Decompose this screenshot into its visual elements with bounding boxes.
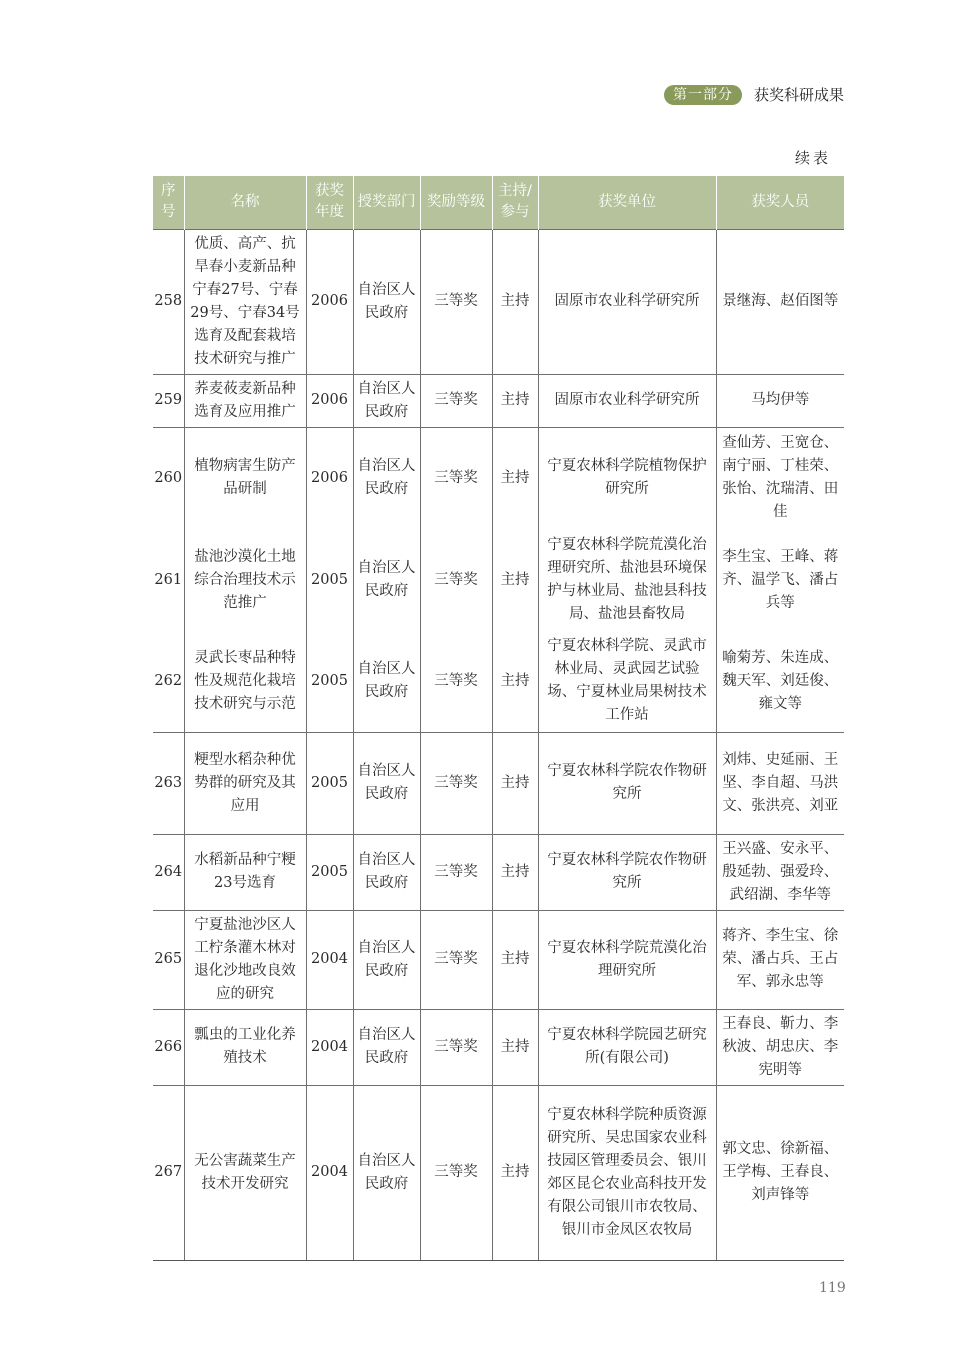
row-unit: 宁夏农林科学院荒漠化治理研究所、盐池县环境保护与林业局、盐池县科技局、盐池县畜牧局 — [538, 529, 716, 631]
row-role: 主持 — [492, 229, 538, 374]
col-header-people: 获奖人员 — [716, 176, 844, 229]
row-name: 植物病害生防产品研制 — [184, 427, 306, 529]
row-role: 主持 — [492, 1085, 538, 1260]
row-unit: 宁夏农林科学院荒漠化治理研究所 — [538, 910, 716, 1009]
row-level: 三等奖 — [420, 1009, 492, 1085]
row-role: 主持 — [492, 374, 538, 427]
row-unit: 固原市农业科学研究所 — [538, 229, 716, 374]
row-people: 马均伊等 — [716, 374, 844, 427]
table-header-row — [153, 176, 844, 229]
row-level: 三等奖 — [420, 229, 492, 374]
row-role: 主持 — [492, 529, 538, 631]
row-seq: 266 — [153, 1009, 184, 1085]
row-seq: 267 — [153, 1085, 184, 1260]
table-row — [153, 229, 844, 374]
row-name: 优质、高产、抗旱春小麦新品种宁春27号、宁春29号、宁春34号选育及配套栽培技术研究与推广 — [184, 229, 306, 374]
row-unit: 宁夏农林科学院、灵武市林业局、灵武园艺试验场、宁夏林业局果树技术工作站 — [538, 631, 716, 732]
row-seq: 264 — [153, 834, 184, 910]
row-role: 主持 — [492, 732, 538, 834]
awards-table — [153, 176, 844, 1261]
row-level: 三等奖 — [420, 631, 492, 732]
row-people: 蒋齐、李生宝、徐荣、潘占兵、王占军、郭永忠等 — [716, 910, 844, 1009]
row-name: 灵武长枣品种特性及规范化栽培技术研究与示范 — [184, 631, 306, 732]
row-name: 瓢虫的工业化养殖技术 — [184, 1009, 306, 1085]
row-seq: 258 — [153, 229, 184, 374]
row-year: 2005 — [306, 834, 353, 910]
row-level: 三等奖 — [420, 529, 492, 631]
row-name: 宁夏盐池沙区人工柠条灌木林对退化沙地改良效应的研究 — [184, 910, 306, 1009]
row-seq: 260 — [153, 427, 184, 529]
row-unit: 宁夏农林科学院植物保护研究所 — [538, 427, 716, 529]
row-dept: 自治区人民政府 — [353, 427, 420, 529]
row-dept: 自治区人民政府 — [353, 229, 420, 374]
row-people: 喻菊芳、朱连成、魏天军、刘廷俊、雍文等 — [716, 631, 844, 732]
row-dept: 自治区人民政府 — [353, 631, 420, 732]
page-header — [664, 84, 844, 105]
table-row — [153, 1009, 844, 1085]
table-row — [153, 374, 844, 427]
row-name: 水稻新品种宁粳23号选育 — [184, 834, 306, 910]
row-year: 2006 — [306, 374, 353, 427]
row-name: 荞麦莜麦新品种选育及应用推广 — [184, 374, 306, 427]
row-level: 三等奖 — [420, 1085, 492, 1260]
col-header-name: 名称 — [184, 176, 306, 229]
col-header-level: 奖励等级 — [420, 176, 492, 229]
row-name: 无公害蔬菜生产技术开发研究 — [184, 1085, 306, 1260]
row-role: 主持 — [492, 631, 538, 732]
table-row — [153, 631, 844, 732]
row-people: 刘炜、史延丽、王坚、李自超、马洪文、张洪亮、刘亚 — [716, 732, 844, 834]
table-row — [153, 910, 844, 1009]
row-dept: 自治区人民政府 — [353, 374, 420, 427]
table-row — [153, 1085, 844, 1260]
row-people: 王兴盛、安永平、殷延勃、强爱玲、武绍湖、李华等 — [716, 834, 844, 910]
row-level: 三等奖 — [420, 834, 492, 910]
row-people: 王春良、靳力、李秋波、胡忠庆、李宪明等 — [716, 1009, 844, 1085]
row-role: 主持 — [492, 910, 538, 1009]
row-dept: 自治区人民政府 — [353, 732, 420, 834]
row-level: 三等奖 — [420, 732, 492, 834]
row-people: 景继海、赵佰图等 — [716, 229, 844, 374]
part-label: 第一部分 — [664, 85, 742, 105]
row-people: 李生宝、王峰、蒋齐、温学飞、潘占兵等 — [722, 548, 839, 611]
row-year: 2004 — [306, 1085, 353, 1260]
row-name: 盐池沙漠化土地综合治理技术示范推广 — [184, 529, 306, 631]
row-role: 主持 — [492, 834, 538, 910]
col-header-role: 主持/参与 — [492, 176, 538, 229]
row-year: 2006 — [306, 427, 353, 529]
table-row — [153, 427, 844, 529]
row-year: 2005 — [306, 631, 353, 732]
continued-label: 续表 — [795, 149, 832, 167]
row-seq: 263 — [153, 732, 184, 834]
col-header-seq: 序号 — [153, 176, 184, 229]
row-seq: 262 — [153, 631, 184, 732]
row-unit: 宁夏农林科学院农作物研究所 — [538, 732, 716, 834]
row-seq: 261 — [153, 529, 184, 631]
row-dept: 自治区人民政府 — [353, 910, 420, 1009]
row-year: 2005 — [306, 732, 353, 834]
row-seq: 265 — [153, 910, 184, 1009]
row-dept: 自治区人民政府 — [353, 1085, 420, 1260]
row-dept: 自治区人民政府 — [353, 1009, 420, 1085]
row-unit: 宁夏农林科学院种质资源研究所、吴忠国家农业科技园区管理委员会、银川郊区昆仑农业高科技开发有限公司银川市农牧局、银川市金凤区农牧局 — [538, 1085, 716, 1260]
row-year: 2005 — [306, 529, 353, 631]
row-dept: 自治区人民政府 — [353, 834, 420, 910]
table-row — [153, 732, 844, 834]
row-level: 三等奖 — [420, 374, 492, 427]
row-year: 2006 — [306, 229, 353, 374]
row-year: 2004 — [306, 1009, 353, 1085]
col-header-unit: 获奖单位 — [538, 176, 716, 229]
row-role: 主持 — [492, 1009, 538, 1085]
row-people: 郭文忠、徐新福、王学梅、王春良、刘声锋等 — [716, 1085, 844, 1260]
col-header-year: 获奖年度 — [306, 176, 353, 229]
col-header-dept: 授奖部门 — [353, 176, 420, 229]
row-seq: 259 — [153, 374, 184, 427]
row-unit: 固原市农业科学研究所 — [538, 374, 716, 427]
row-unit: 宁夏农林科学院农作物研究所 — [538, 834, 716, 910]
row-year: 2004 — [306, 910, 353, 1009]
table-row — [153, 529, 844, 631]
row-name: 粳型水稻杂种优势群的研究及其应用 — [184, 732, 306, 834]
row-people: 查仙芳、王宽仓、南宁丽、丁桂荣、张怡、沈瑞清、田佳 — [722, 435, 839, 521]
row-dept: 自治区人民政府 — [353, 529, 420, 631]
row-role: 主持 — [492, 427, 538, 529]
table-row — [153, 834, 844, 910]
row-unit: 宁夏农林科学院园艺研究所(有限公司) — [538, 1009, 716, 1085]
row-level: 三等奖 — [420, 910, 492, 1009]
section-title: 获奖科研成果 — [753, 86, 844, 104]
page-number: 119 — [819, 1280, 846, 1296]
row-level: 三等奖 — [420, 427, 492, 529]
